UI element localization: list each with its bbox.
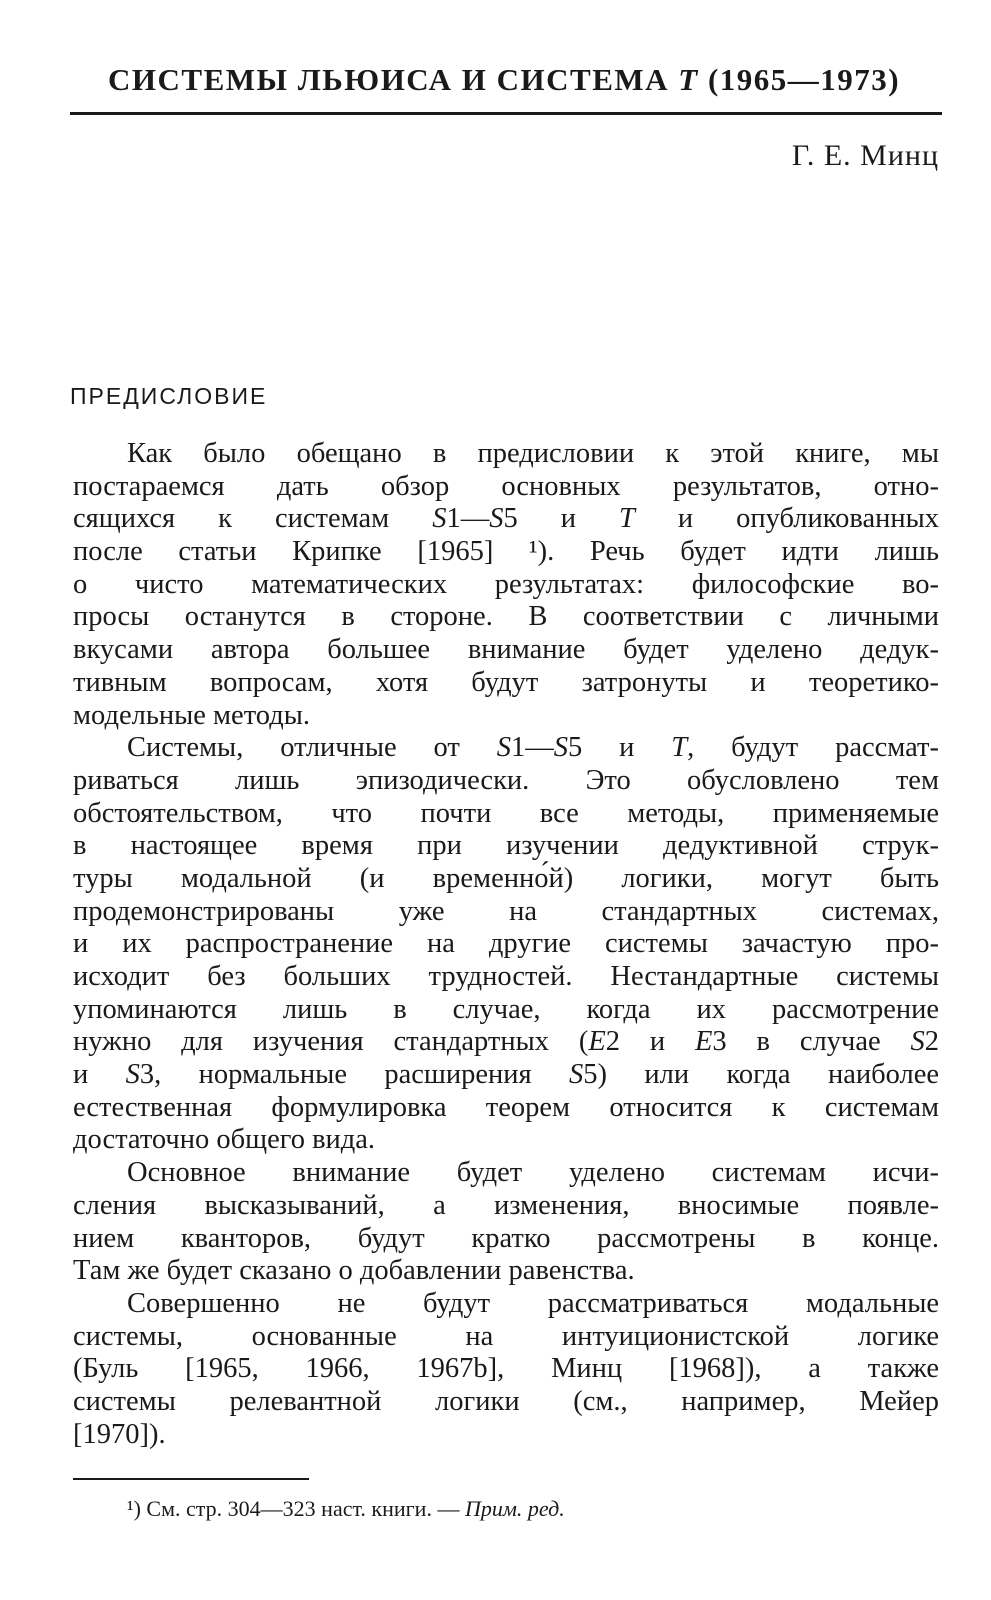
text-line: туры модальной (и временно́й) логики, могут быть (73, 862, 939, 894)
text-line: Основное внимание будет уделено системам исчи- (127, 1157, 939, 1189)
text-line: вкусами автора большее внимание будет уделено дедук- (73, 634, 939, 666)
running-title-variable: T (678, 62, 699, 97)
text-line: сящихся к системам S1—S5 и T и опубликованных (73, 503, 939, 535)
text-line: исходит без больших трудностей. Нестандартные системы (73, 961, 939, 992)
text-line: и S3, нормальные расширения S5) или когда наиболее (73, 1059, 939, 1091)
text-line: Системы, отличные от S1—S5 и T, будут рассмат- (127, 732, 939, 764)
text-line: сления высказываний, а изменения, вносимые появле- (73, 1189, 939, 1221)
text-line: Совершенно не будут рассматриваться модальные (127, 1287, 939, 1319)
text-line: Как было обещано в предисловии к этой книге, мы (127, 438, 939, 469)
paragraph (73, 732, 939, 1157)
body-text (73, 438, 939, 1451)
paragraph (73, 1288, 939, 1451)
running-title-years: (1965—1973) (707, 62, 901, 97)
paragraph (73, 438, 939, 732)
paragraph (73, 1157, 939, 1288)
text-line: тивным вопросам, хотя будут затронуты и теоретико- (73, 666, 939, 698)
running-title (108, 60, 948, 100)
text-line: о чисто математических результатах: философские во- (73, 568, 939, 600)
text-line: риваться лишь эпизодически. Это обусловлено тем (73, 764, 939, 796)
text-line: достаточно общего вида. (73, 1124, 376, 1156)
footnote-text: См. стр. 304—323 наст. книги. — (146, 1496, 460, 1521)
footnote (127, 1494, 565, 1524)
footnote-rule (73, 1478, 309, 1480)
footnote-marker: ¹) (127, 1496, 141, 1521)
text-line: упоминаются лишь в случае, когда их рассмотрение (73, 993, 939, 1025)
text-line: естественная формулировка теорем относится к системам (73, 1091, 939, 1123)
text-line: нужно для изучения стандартных (E2 и E3 в случае S2 (73, 1026, 939, 1058)
running-title-text: СИСТЕМЫ ЛЬЮИСА И СИСТЕМА (108, 62, 670, 97)
text-line: просы останутся в стороне. В соответствии с личными (73, 601, 939, 633)
text-line: Там же будет сказано о добавлении равенства. (73, 1255, 635, 1287)
section-heading: ПРЕДИСЛОВИЕ (70, 383, 268, 409)
text-line: нием кванторов, будут кратко рассмотрены в конце. (73, 1222, 939, 1254)
title-rule (70, 112, 942, 115)
text-line: [1970]). (73, 1418, 166, 1450)
text-line: продемонстрированы уже на стандартных системах, (73, 895, 939, 927)
footnote-editor-note: Прим. ред. (464, 1496, 565, 1521)
text-line: обстоятельством, что почти все методы, применяемые (73, 797, 939, 829)
text-line: системы релевантной логики (см., например, Мейер (73, 1385, 939, 1417)
text-line: системы, основанные на интуиционистской логике (73, 1320, 939, 1352)
text-line: модельные методы. (73, 699, 310, 731)
text-line: постараемся дать обзор основных результатов, отно- (73, 470, 939, 502)
text-line: (Буль [1965, 1966, 1967b], Минц [1968]), а также (73, 1353, 939, 1385)
text-line: в настоящее время при изучении дедуктивной струк- (73, 830, 939, 862)
text-line: после статьи Крипке [1965] ¹). Речь будет идти лишь (73, 536, 939, 568)
text-line: и их распространение на другие системы зачастую про- (73, 928, 939, 960)
author-name: Г. Е. Минц (791, 139, 939, 172)
